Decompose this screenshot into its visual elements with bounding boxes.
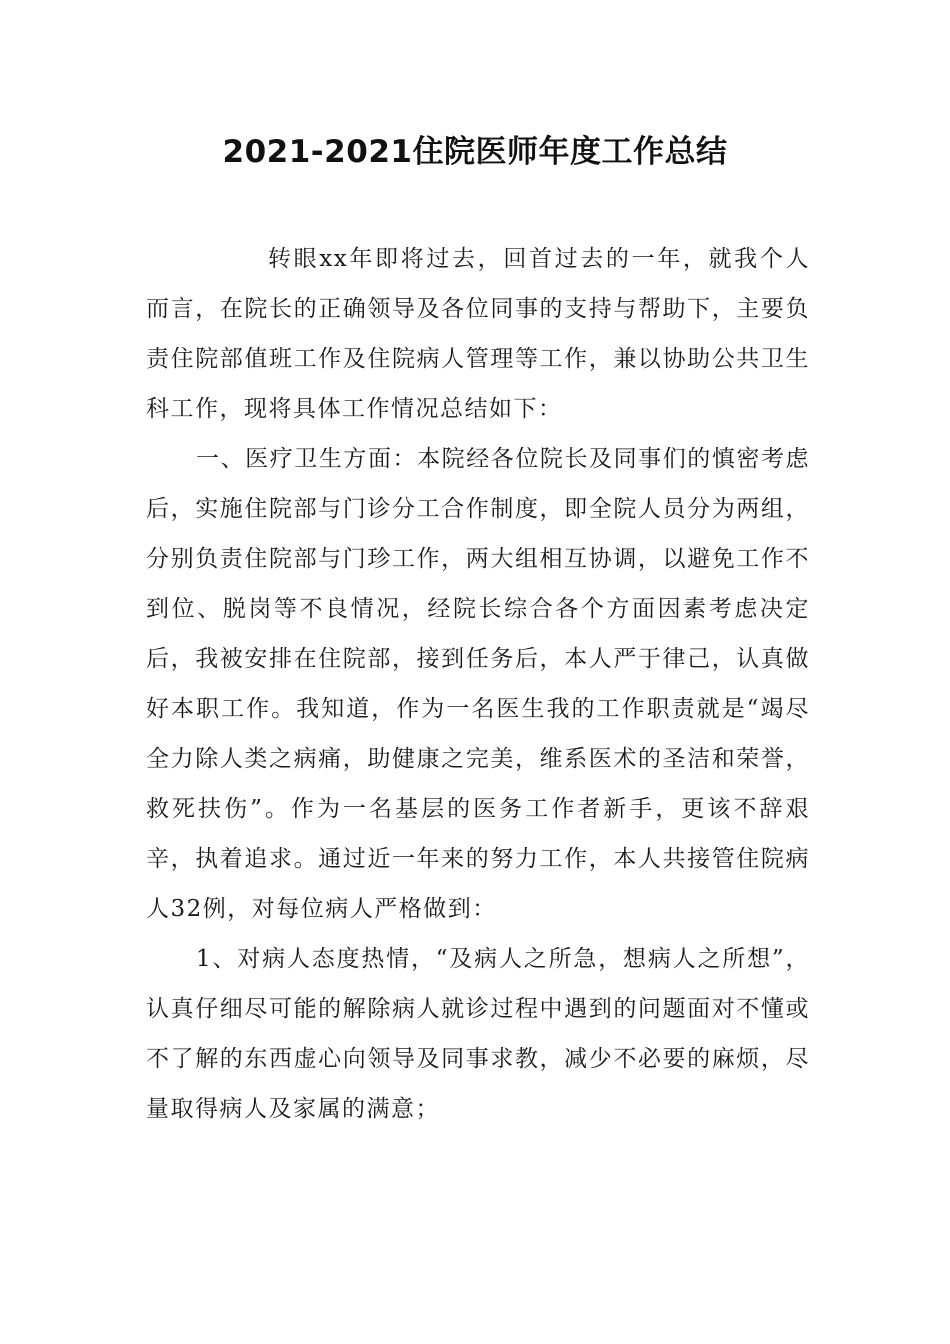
document-title: 2021-2021住院医师年度工作总结	[222, 134, 728, 170]
document-body	[146, 234, 810, 1134]
paragraph-medical-section: 一、医疗卫生方面：本院经各位院长及同事们的慎密考虑后，实施住院部与门诊分工合作制度，即全院人员分为两组，分别负责住院部与门珍工作，两大组相互协调，以避免工作不到位、脱岗等不良情况，经院长综合各个方面因素考虑决定后，我被安排在住院部，接到任务后，本人严于律己，认真做好本职工作。我知道，作为一名医生我的工作职责就是“竭尽全力除人类之病痛，助健康之完美，维系医术的圣洁和荣誉，救死扶伤”。作为一名基层的医务工作者新手，更该不辞艰辛，执着追求。通过近一年来的努力工作，本人共接管住院病人32例，对每位病人严格做到：	[146, 446, 810, 922]
paragraph-item-1: 1、对病人态度热情，“及病人之所急，想病人之所想”，认真仔细尽可能的解除病人就诊过程中遇到的问题面对不懂或不了解的东西虚心向领导及同事求教，减少不必要的麻烦，尽量取得病人及家属的满意；	[146, 946, 810, 1122]
paragraph-intro: 转眼xx年即将过去，回首过去的一年，就我个人而言，在院长的正确领导及各位同事的支持与帮助下，主要负责住院部值班工作及住院病人管理等工作，兼以协助公共卫生科工作，现将具体工作情况总结如下：	[146, 246, 810, 422]
